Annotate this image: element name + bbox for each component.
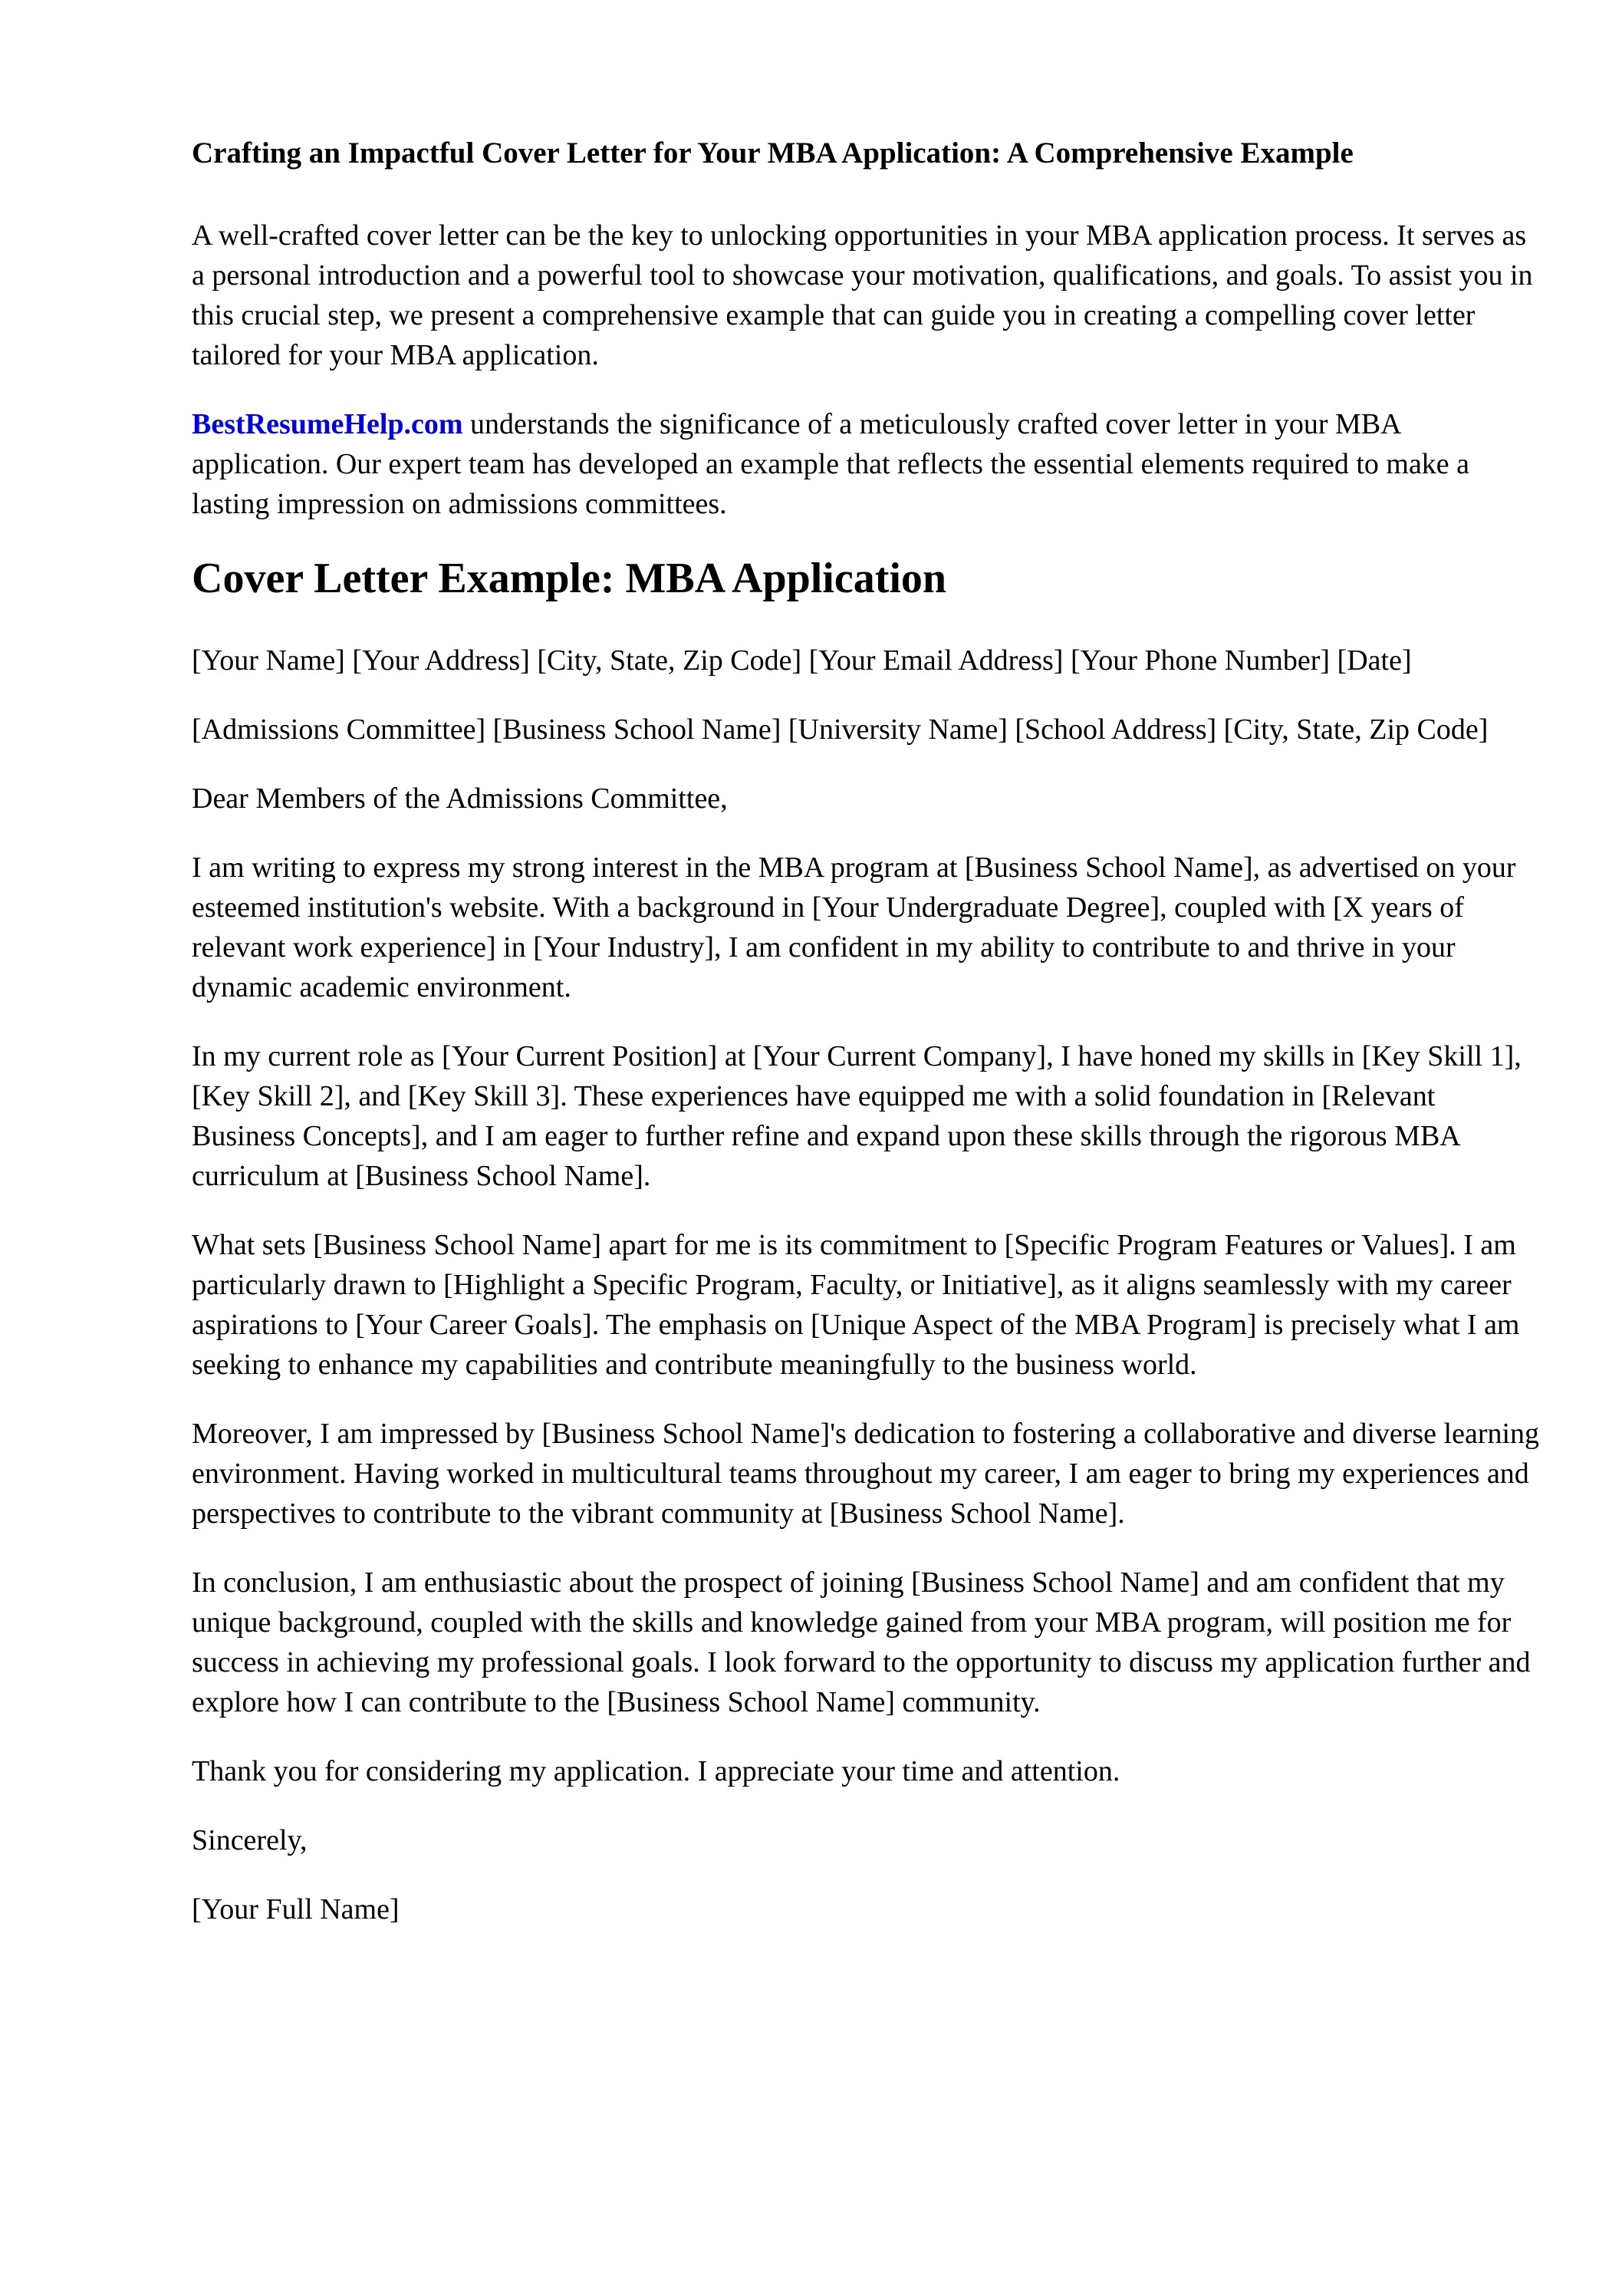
letter-paragraph-school-fit: What sets [Business School Name] apart for me is its commitment to [Specific Program Features or Values]. I am particularly drawn to [Highlight a Specific Program, Faculty, or Initiative], as it aligns seamlessly with my career aspirations to [Your Career Goals]. The emphasis on [Unique Aspect of the MBA Program] is precisely what I am seeking to enhance my capabilities and contribute meaningfully to the business world. [192, 1229, 1520, 1381]
intro-paragraph-2-text: understands the significance of a meticulously crafted cover letter in your MBA application. Our expert team has developed an example that reflects the essential elements required to make a lasting impression on admissions committees. [192, 408, 1470, 520]
recipient-info-block: [Admissions Committee] [Business School Name] [University Name] [School Address] [City, State, Zip Code] [192, 713, 1489, 746]
intro-paragraph-1: A well-crafted cover letter can be the key to unlocking opportunities in your MBA application process. It serves as a personal introduction and a powerful tool to showcase your motivation, qualifications, and goals. To assist you in this crucial step, we present a comprehensive example that can guide you in creating a compelling cover letter tailored for your MBA application. [192, 219, 1533, 371]
intro-paragraph-2 [192, 404, 1541, 524]
letter-paragraph-conclusion: In conclusion, I am enthusiastic about the prospect of joining [Business School Name] and am confident that my unique background, coupled with the skills and knowledge gained from your MBA program, will position me for success in achieving my professional goals. I look forward to the opportunity to discuss my application further and explore how I can contribute to the [Business School Name] community. [192, 1566, 1531, 1718]
letter-paragraph-interest: I am writing to express my strong interest in the MBA program at [Business School Name], as advertised on your esteemed institution's website. With a background in [Your Undergraduate Degree], coupled with [X years of relevant work experience] in [Your Industry], I am confident in my ability to contribute to and thrive in your dynamic academic environment. [192, 852, 1516, 1003]
letter-paragraph-current-role: In my current role as [Your Current Position] at [Your Current Company], I have honed my skills in [Key Skill 1], [Key Skill 2], and [Key Skill 3]. These experiences have equipped me with a solid foundation in [Relevant Business Concepts], and I am eager to further refine and expand upon these skills through the rigorous MBA curriculum at [Business School Name]. [192, 1040, 1522, 1192]
sender-info-block: [Your Name] [Your Address] [City, State, Zip Code] [Your Email Address] [Your Phone Number] [Date] [192, 644, 1412, 677]
closing-thanks: Thank you for considering my application. I appreciate your time and attention. [192, 1755, 1120, 1787]
page-title: Crafting an Impactful Cover Letter for Your MBA Application: A Comprehensive Example [192, 137, 1354, 170]
section-heading: Cover Letter Example: MBA Application [192, 555, 947, 602]
salutation: Dear Members of the Admissions Committee, [192, 782, 728, 815]
brand-link[interactable]: BestResumeHelp.com [192, 408, 463, 440]
letter-paragraph-community: Moreover, I am impressed by [Business School Name]'s dedication to fostering a collaborative and diverse learning environment. Having worked in multicultural teams throughout my career, I am eager to bring my experiences and perspectives to contribute to the vibrant community at [Business School Name]. [192, 1418, 1540, 1530]
signature-placeholder: [Your Full Name] [192, 1893, 400, 1925]
signoff: Sincerely, [192, 1824, 308, 1856]
